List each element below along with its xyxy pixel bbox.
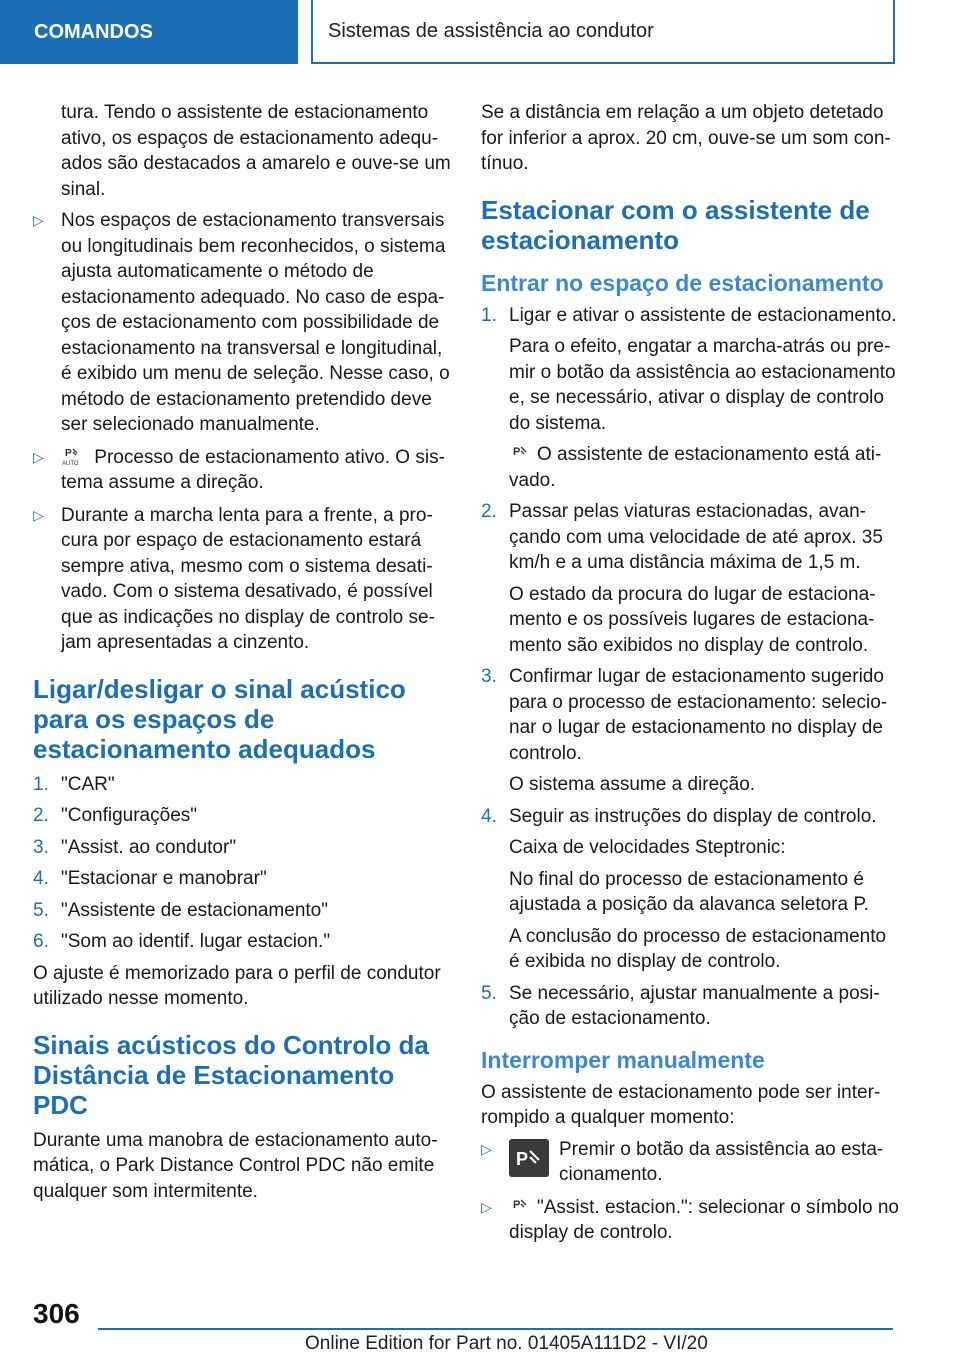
- step-detail: Para o efeito, engatar a marcha-atrás ou premir o botão da assistência ao estacionamento e, se necessário, ativar o display de controlo do sistema.: [509, 336, 896, 434]
- svg-text:P: P: [513, 446, 521, 458]
- step-detail: [481, 442, 901, 493]
- bullet-triangle-icon: ▷: [33, 212, 44, 228]
- heading-pdc: Sinais acústicos do Controlo da Distância de Estacionamento PDC: [33, 1029, 429, 1120]
- list-item: [481, 499, 901, 576]
- bullet-triangle-icon: ▷: [481, 1198, 492, 1215]
- right-column: [481, 100, 901, 1253]
- step-detail: Caixa de velocidades Steptronic:: [509, 837, 786, 858]
- step-detail: A conclusão do processo de estacionamento é exibida no display de controlo.: [509, 925, 887, 972]
- step-text: "Configurações": [61, 805, 198, 826]
- heading-sound-toggle: Ligar/desligar o sinal acústico para os espaços de estacionamento adequados: [33, 673, 406, 764]
- step-detail: O estado da procura do lugar de estacionamento e os possíveis lugares de estacionamento são exibidos no display de controlo.: [509, 583, 876, 656]
- bullet-text: Durante a marcha lenta para a frente, a procura por espaço de estacionamento estará sempre ativa, mesmo com o sistema desativado. Com o sistema desativado, é possível que as indicações no display de controlo sejam apresentadas a cinzento.: [61, 504, 435, 653]
- list-item: [33, 772, 451, 798]
- distance-paragraph: Se a distância em relação a um objeto detetado for inferior a aprox. 20 cm, ouve-se um som contínuo.: [481, 102, 891, 174]
- edition-note: Online Edition for Part no. 01405A111D2 - VI/20: [305, 1333, 708, 1354]
- step-detail-text: O assistente de estacionamento está ativado.: [509, 444, 882, 491]
- step-number: 4.: [481, 805, 497, 827]
- step-number: 2.: [481, 501, 497, 522]
- park-assist-button-icon: [509, 1139, 549, 1177]
- park-assist-icon: [509, 1196, 531, 1216]
- step-text: "Assistente de estacionamento": [61, 899, 328, 921]
- steps-list: [33, 772, 451, 955]
- step-text: Ligar e ativar o assistente de estacionamento.: [509, 304, 897, 326]
- bullet-text: Processo de estacionamento ativo. O sistema assume a direção.: [61, 446, 445, 493]
- list-item: [481, 664, 901, 766]
- list-item: [33, 445, 451, 496]
- interrupt-paragraph: O assistente de estacionamento pode ser interrompido a qualquer momento:: [481, 1081, 881, 1128]
- list-item: [33, 208, 451, 438]
- heading-park-assistant: Estacionar com o assistente de estacionamento: [481, 194, 870, 255]
- park-assist-auto-icon: [61, 446, 83, 466]
- bullet-text: Premir o botão da assistência ao estacionamento.: [559, 1138, 884, 1185]
- chapter-title: Sistemas de assistência ao condutor: [311, 0, 895, 64]
- list-item: [481, 303, 901, 329]
- step-text: "CAR": [61, 773, 115, 795]
- step-number: 6.: [33, 931, 49, 952]
- intro-paragraph: tura. Tendo o assistente de estacionamento ativo, os espaços de estacionamento adequados são destacados a amarelo e ouve-se um sinal.: [61, 102, 451, 200]
- page-number: 306: [33, 1298, 80, 1329]
- bullet-triangle-icon: ▷: [33, 448, 44, 465]
- step-text: Se necessário, ajustar manualmente a posição de estacionamento.: [509, 982, 880, 1029]
- list-item: [33, 929, 451, 955]
- section-tab: COMANDOS: [0, 0, 298, 64]
- list-item: [33, 803, 451, 829]
- step-number: 5.: [33, 899, 49, 921]
- step-text: Confirmar lugar de estacionamento sugerido para o processo de estacionamento: selecionar o lugar de estacionamento no display de controlo.: [509, 666, 888, 764]
- auto-label: AUTO: [62, 460, 79, 466]
- list-item: [481, 1195, 901, 1246]
- bullet-text: Nos espaços de estacionamento transversais ou longitudinais bem reconhecidos, o sistema ajusta automaticamente o método de estacionamento adequado. No caso de espaços de estacionamento com possibilidade de estacionamento na transversal e longitudinal, é exibido um menu de seleção. Nesse caso, o método de estacionamento pretendido deve ser selecionado manualmente.: [61, 210, 450, 435]
- step-number: 1.: [33, 773, 49, 795]
- step-number: 3.: [33, 836, 49, 858]
- list-item: [33, 835, 451, 861]
- step-number: 2.: [33, 805, 49, 826]
- left-column: [33, 100, 451, 1210]
- step-text: "Assist. ao condutor": [61, 836, 237, 858]
- bullet-triangle-icon: ▷: [33, 506, 44, 523]
- step-text: "Estacionar e manobrar": [61, 868, 267, 889]
- memo-paragraph: O ajuste é memorizado para o perfil de condutor utilizado nesse momento.: [33, 962, 441, 1009]
- pdc-paragraph: Durante uma manobra de estacionamento automática, o Park Distance Control PDC não emite qualquer som intermitente.: [33, 1129, 438, 1202]
- step-text: "Som ao identif. lugar estacion.": [61, 931, 331, 952]
- svg-text:P: P: [516, 1148, 529, 1169]
- list-item: [33, 898, 451, 924]
- step-detail: O sistema assume a direção.: [509, 774, 756, 795]
- step-text: Seguir as instruções do display de controlo.: [509, 805, 877, 827]
- park-assist-icon: [509, 443, 531, 463]
- step-number: 4.: [33, 868, 49, 889]
- bullet-triangle-icon: ▷: [481, 1140, 492, 1157]
- heading-interrupt: Interromper manualmente: [481, 1046, 765, 1073]
- svg-text:P: P: [513, 1198, 521, 1211]
- list-item: [481, 1137, 901, 1188]
- step-number: 3.: [481, 666, 497, 687]
- footer-divider: [98, 1328, 893, 1330]
- step-number: 5.: [481, 982, 497, 1004]
- step-detail: No final do processo de estacionamento é ajustada a posição da alavanca seletora P.: [509, 868, 869, 915]
- heading-enter-space: Entrar no espaço de estacionamento: [481, 269, 884, 296]
- svg-text:P: P: [65, 447, 72, 459]
- list-item: [481, 804, 901, 830]
- step-text: Passar pelas viaturas estacionadas, avançando com uma velocidade de até aprox. 35 km/h e a uma distância máxima de 1,5 m.: [509, 501, 883, 573]
- bullet-text: "Assist. estacion.": selecionar o símbolo no display de controlo.: [509, 1196, 899, 1243]
- list-item: [33, 503, 451, 656]
- step-number: 1.: [481, 304, 497, 326]
- list-item: [33, 866, 451, 892]
- list-item: [481, 981, 901, 1032]
